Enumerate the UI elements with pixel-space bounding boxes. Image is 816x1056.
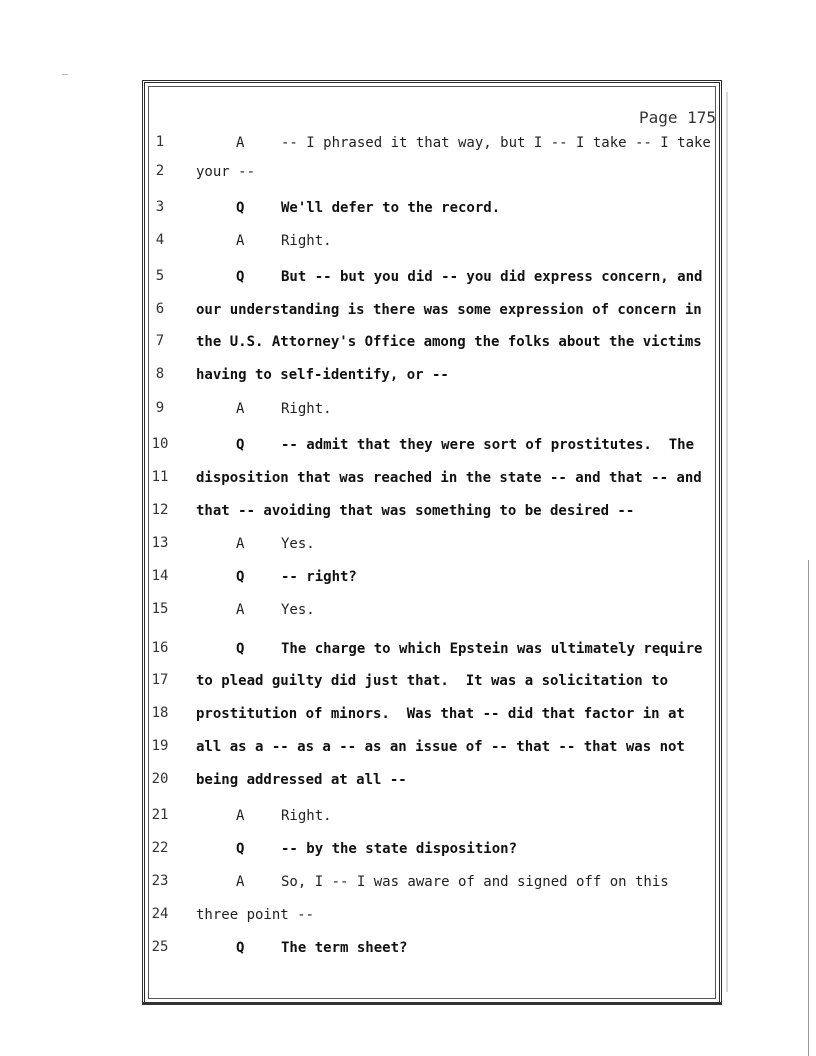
speaker-label: Q bbox=[236, 841, 245, 857]
line-number: 15 bbox=[151, 601, 169, 617]
line-text: Right. bbox=[281, 808, 332, 824]
transcript-line bbox=[0, 738, 816, 760]
transcript-line bbox=[0, 333, 816, 355]
line-number: 12 bbox=[151, 502, 169, 518]
transcript-line bbox=[0, 436, 816, 458]
transcript-line bbox=[0, 535, 816, 557]
line-text: our understanding is there was some expression of concern in bbox=[196, 302, 702, 318]
transcript-line bbox=[0, 199, 816, 221]
line-text: three point -- bbox=[196, 907, 315, 923]
line-text: Right. bbox=[281, 401, 332, 417]
transcript-line bbox=[0, 134, 816, 156]
line-number: 22 bbox=[151, 840, 169, 856]
line-number: 7 bbox=[155, 333, 165, 349]
speaker-label: A bbox=[236, 233, 245, 249]
line-number: 5 bbox=[155, 268, 165, 284]
line-text: -- I phrased it that way, but I -- I take -- I take bbox=[281, 135, 711, 151]
line-text: the U.S. Attorney's Office among the folks about the victims bbox=[196, 334, 702, 350]
speaker-label: Q bbox=[236, 437, 245, 453]
line-number: 9 bbox=[155, 400, 165, 416]
transcript-line bbox=[0, 301, 816, 323]
transcript-line bbox=[0, 232, 816, 254]
transcript-line bbox=[0, 939, 816, 961]
line-number: 3 bbox=[155, 199, 165, 215]
speaker-label: A bbox=[236, 536, 245, 552]
line-number: 4 bbox=[155, 232, 165, 248]
line-text: We'll defer to the record. bbox=[281, 200, 501, 216]
transcript-line bbox=[0, 366, 816, 388]
speaker-label: Q bbox=[236, 641, 245, 657]
page-number: Page 175 bbox=[638, 108, 716, 127]
line-number: 14 bbox=[151, 568, 169, 584]
transcript-line bbox=[0, 163, 816, 185]
line-text: your -- bbox=[196, 164, 256, 180]
line-number: 6 bbox=[155, 301, 165, 317]
line-number: 24 bbox=[151, 906, 169, 922]
transcript-line bbox=[0, 601, 816, 623]
line-number: 10 bbox=[151, 436, 169, 452]
transcript-line bbox=[0, 873, 816, 895]
transcript-line bbox=[0, 568, 816, 590]
line-text: -- right? bbox=[281, 569, 357, 585]
line-text: But -- but you did -- you did express concern, and bbox=[281, 269, 703, 285]
line-number: 1 bbox=[155, 134, 165, 150]
transcript-line bbox=[0, 502, 816, 524]
line-text: Yes. bbox=[281, 602, 315, 618]
speaker-label: A bbox=[236, 602, 245, 618]
transcript-line bbox=[0, 705, 816, 727]
transcript-line bbox=[0, 469, 816, 491]
line-number: 18 bbox=[151, 705, 169, 721]
line-text: to plead guilty did just that. It was a solicitation to bbox=[196, 673, 669, 689]
line-number: 23 bbox=[151, 873, 169, 889]
speaker-label: A bbox=[236, 135, 245, 151]
speaker-label: Q bbox=[236, 269, 245, 285]
line-number: 2 bbox=[155, 163, 165, 179]
line-number: 25 bbox=[151, 939, 169, 955]
line-text: Right. bbox=[281, 233, 332, 249]
line-text: -- by the state disposition? bbox=[281, 841, 518, 857]
transcript-line bbox=[0, 771, 816, 793]
line-number: 13 bbox=[151, 535, 169, 551]
line-number: 19 bbox=[151, 738, 169, 754]
speaker-label: A bbox=[236, 401, 245, 417]
transcript-line bbox=[0, 807, 816, 829]
line-text: -- admit that they were sort of prostitutes. The bbox=[281, 437, 695, 453]
line-number: 16 bbox=[151, 640, 169, 656]
speaker-label: Q bbox=[236, 200, 245, 216]
scan-artifact bbox=[62, 74, 68, 75]
line-text: Yes. bbox=[281, 536, 315, 552]
line-number: 17 bbox=[151, 672, 169, 688]
line-number: 21 bbox=[151, 807, 169, 823]
line-text: that -- avoiding that was something to be desired -- bbox=[196, 503, 635, 519]
line-text: prostitution of minors. Was that -- did that factor in at bbox=[196, 706, 685, 722]
line-text: disposition that was reached in the state -- and that -- and bbox=[196, 470, 702, 486]
speaker-label: A bbox=[236, 808, 245, 824]
transcript-line bbox=[0, 400, 816, 422]
transcript-line bbox=[0, 840, 816, 862]
line-text: having to self-identify, or -- bbox=[196, 367, 449, 383]
speaker-label: Q bbox=[236, 569, 245, 585]
line-number: 11 bbox=[151, 469, 169, 485]
transcript-line bbox=[0, 640, 816, 662]
transcript-line bbox=[0, 268, 816, 290]
speaker-label: A bbox=[236, 874, 245, 890]
line-text: all as a -- as a -- as an issue of -- that -- that was not bbox=[196, 739, 685, 755]
page-border-bottom bbox=[142, 1002, 722, 1005]
transcript-line bbox=[0, 906, 816, 928]
line-text: The term sheet? bbox=[281, 940, 408, 956]
line-number: 8 bbox=[155, 366, 165, 382]
line-number: 20 bbox=[151, 771, 169, 787]
speaker-label: Q bbox=[236, 940, 245, 956]
line-text: So, I -- I was aware of and signed off on this bbox=[281, 874, 669, 890]
line-text: The charge to which Epstein was ultimately require bbox=[281, 641, 703, 657]
transcript-line bbox=[0, 672, 816, 694]
line-text: being addressed at all -- bbox=[196, 772, 407, 788]
